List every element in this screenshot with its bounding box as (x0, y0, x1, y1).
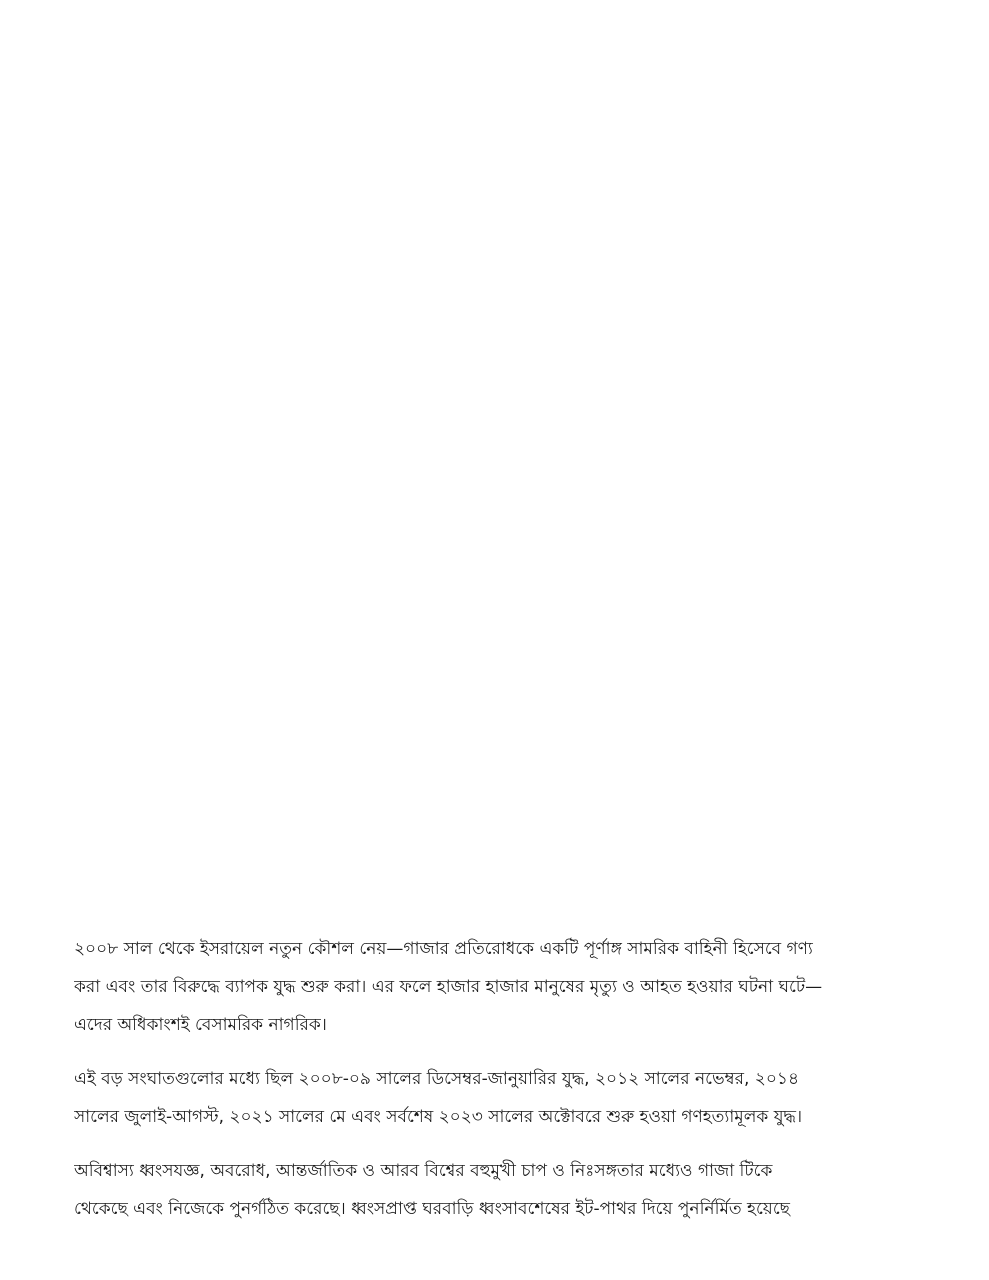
paragraph-line: ২০০৮ সাল থেকে ইসরায়েল নতুন কৌশল নেয়—গাজার প্রতিরোধকে একটি পূর্ণাঙ্গ সামরিক বাহিনী হিসেবে গণ্য (74, 939, 813, 959)
paragraph-line: করা এবং তার বিরুদ্ধে ব্যাপক যুদ্ধ শুরু করা। এর ফলে হাজার হাজার মানুষের মৃত্যু ও আহত হওয়ার ঘটনা ঘটে— (74, 977, 823, 997)
paragraph-1 (74, 930, 919, 1044)
paragraph-line: সালের জুলাই-আগস্ট, ২০২১ সালের মে এবং সর্বশেষ ২০২৩ সালের অক্টোবরে শুরু হওয়া গণহত্যামূলক যুদ্ধ। (74, 1107, 803, 1127)
paragraph-line: এই বড় সংঘাতগুলোর মধ্যে ছিল ২০০৮-০৯ সালের ডিসেম্বর-জানুয়ারির যুদ্ধ, ২০১২ সালের নভেম্বর, ২০১৪ (74, 1069, 799, 1089)
body-text (74, 930, 919, 1244)
paragraph-2 (74, 1060, 919, 1136)
paragraph-line: থেকেছে এবং নিজেকে পুনর্গঠিত করেছে। ধ্বংসপ্রাপ্ত ঘরবাড়ি ধ্বংসাবশেষের ইট-পাথর দিয়ে পুনর্নির্মিত হয়েছে (74, 1199, 790, 1219)
paragraph-line: অবিশ্বাস্য ধ্বংসযজ্ঞ, অবরোধ, আন্তর্জাতিক ও আরব বিশ্বের বহুমুখী চাপ ও নিঃসঙ্গতার মধ্যেও গাজা টিকে (74, 1161, 773, 1181)
paragraph-line: এদের অধিকাংশই বেসামরিক নাগরিক। (74, 1015, 327, 1035)
paragraph-3 (74, 1152, 919, 1228)
